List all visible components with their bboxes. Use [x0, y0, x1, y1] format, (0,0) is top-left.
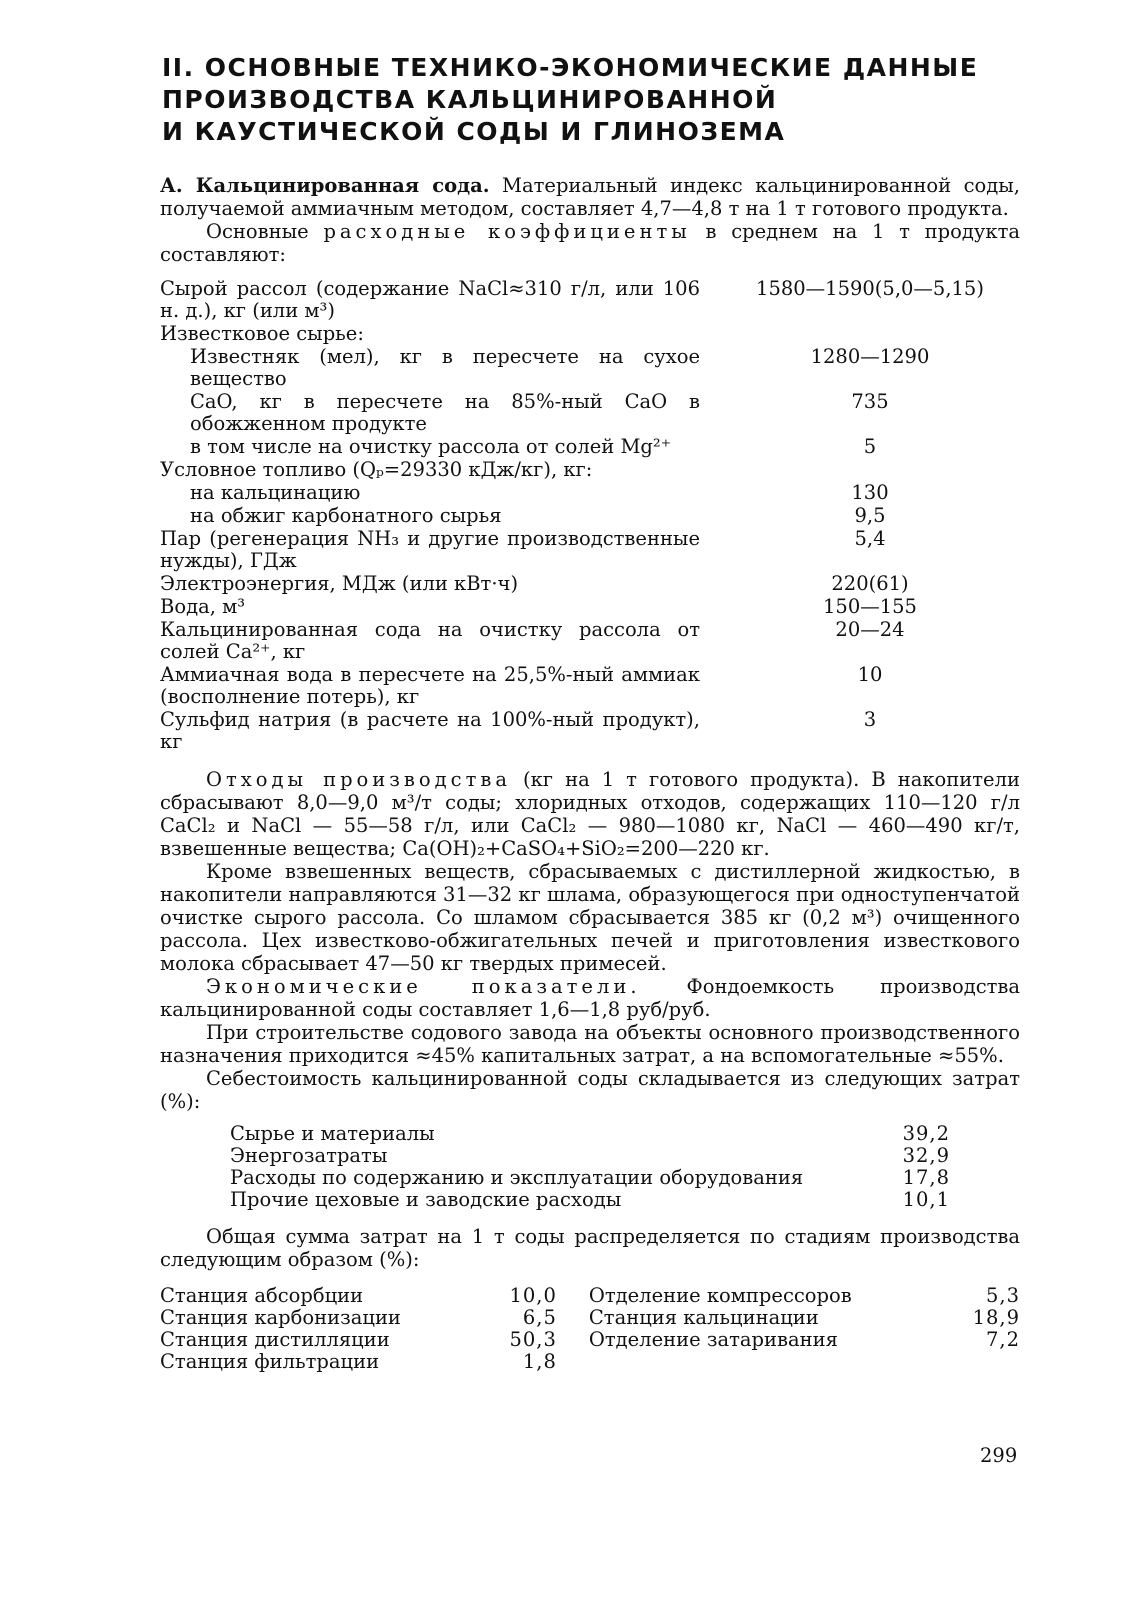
stage-row [160, 1307, 557, 1329]
coef-value: 9,5 [854, 504, 886, 527]
coef-row [160, 346, 1020, 390]
page-number: 299 [980, 1444, 1018, 1467]
coef-label: Электроэнергия, МДж (или кВт·ч) [160, 572, 519, 595]
section-a-paragraph [160, 174, 1020, 220]
coef-value: 1580—1590(5,0—5,15) [756, 277, 984, 300]
coef-row [160, 482, 1020, 504]
stage-intro: Общая сумма затрат на 1 т соды распределяется по стадиям производства следующим образом (%): [160, 1225, 1020, 1271]
cost-row [230, 1189, 950, 1211]
coef-row [160, 664, 1020, 708]
coef-value: 20—24 [835, 618, 905, 641]
coef-label: Условное топливо (Qₚ=29330 кДж/кг), кг: [160, 458, 593, 481]
coefficients-table [160, 278, 1020, 753]
stages-right-column [589, 1285, 1020, 1373]
waste-label: Отходы производства [206, 768, 511, 791]
cost-intro: Себестоимость кальцинированной соды складывается из следующих затрат (%): [160, 1067, 1020, 1113]
coef-label: Известковое сырье: [160, 322, 364, 345]
coef-label: CaO, кг в пересчете на 85%-ный CaO в обожженном продукте [190, 390, 700, 435]
stage-row [160, 1351, 557, 1373]
cost-value: 17,8 [902, 1166, 950, 1189]
coef-value: 150—155 [823, 595, 917, 618]
coef-value: 220(61) [831, 572, 909, 595]
page-content [160, 52, 1020, 1373]
waste-text: (кг на 1 т готового продукта). В накопители сбрасывают 8,0—9,0 м³/т соды; хлоридных отходов, содержащих 110—120 г/л CaCl₂ и NaCl — 55—58 г/л, или CaCl₂ — 980—1080 кг, NaCl — 460—490 кг/т, взвешенные вещества; Ca(OH)₂+CaSO₄+SiO₂=200—220 кг. [160, 768, 1020, 860]
heading-line-3: И КАУСТИЧЕСКОЙ СОДЫ И ГЛИНОЗЕМА [162, 117, 786, 146]
coef-label: на обжиг карбонатного сырья [190, 504, 502, 527]
coef-label: Сульфид натрия (в расчете на 100%-ный продукт), кг [160, 708, 700, 753]
cost-name: Энергозатраты [230, 1144, 388, 1167]
coef-value [700, 459, 1020, 481]
cost-row [230, 1123, 950, 1145]
coef-label: на кальцинацию [190, 481, 361, 504]
coef-label: Сырой рассол (содержание NaCl≈310 г/л, или 106 н. д.), кг (или м³) [160, 277, 700, 322]
coef-row [160, 391, 1020, 435]
cost-structure-list [230, 1123, 950, 1211]
stage-value: 10,0 [509, 1284, 557, 1307]
coef-row [160, 505, 1020, 527]
coef-label: Аммиачная вода в пересчете на 25,5%-ный аммиак (восполнение потерь), кг [160, 663, 700, 708]
waste-paragraph [160, 768, 1020, 860]
coef-value: 735 [851, 390, 889, 413]
coef-intro-post: в среднем на 1 т продукта составляют: [160, 220, 1020, 266]
stage-value: 50,3 [509, 1328, 557, 1351]
coef-value: 3 [863, 708, 877, 731]
coef-label: Пар (регенерация NH₃ и другие производственные нужды), ГДж [160, 527, 700, 572]
coef-value: 130 [851, 481, 889, 504]
coefficients-intro [160, 220, 1020, 266]
capital-paragraph: При строительстве содового завода на объекты основного производственного назначения приходится ≈45% капитальных затрат, а на вспомогательные ≈55%. [160, 1021, 1020, 1067]
stage-name: Отделение компрессоров [588, 1284, 852, 1307]
cost-value: 39,2 [902, 1122, 950, 1145]
stage-row [589, 1329, 1020, 1351]
coef-intro-pre: Основные [206, 220, 309, 243]
coef-row [160, 709, 1020, 753]
economics-paragraph [160, 975, 1020, 1021]
stage-row [160, 1285, 557, 1307]
section-a-label: А. Кальцинированная сода. [160, 174, 490, 197]
stage-distribution [160, 1285, 1020, 1373]
chapter-heading [162, 52, 1020, 148]
coef-value [700, 323, 1020, 345]
coef-row [160, 596, 1020, 618]
stage-name: Станция абсорбции [160, 1284, 364, 1307]
coef-row [160, 278, 1020, 322]
coef-row [160, 323, 1020, 345]
stage-name: Отделение затаривания [588, 1328, 838, 1351]
stage-value: 7,2 [985, 1328, 1020, 1351]
coef-value: 1280—1290 [810, 345, 930, 368]
cost-value: 10,1 [902, 1188, 950, 1211]
stage-row [589, 1307, 1020, 1329]
heading-line-2: ПРОИЗВОДСТВА КАЛЬЦИНИРОВАННОЙ [162, 85, 778, 114]
stage-row [160, 1329, 557, 1351]
coef-value: 5 [863, 435, 877, 458]
stages-left-column [160, 1285, 557, 1373]
stage-name: Станция дистилляции [160, 1328, 390, 1351]
coef-row [160, 459, 1020, 481]
stage-name: Станция фильтрации [160, 1350, 380, 1373]
stage-value: 1,8 [522, 1350, 557, 1373]
coef-label: Известняк (мел), кг в пересчете на сухое вещество [190, 345, 700, 390]
cost-value: 32,9 [902, 1144, 950, 1167]
coef-row [160, 619, 1020, 663]
stage-name: Станция карбонизации [160, 1306, 401, 1329]
cost-name: Расходы по содержанию и эксплуатации оборудования [230, 1166, 804, 1189]
coef-row [160, 436, 1020, 458]
coef-row [160, 528, 1020, 572]
cost-row [230, 1167, 950, 1189]
sludge-paragraph: Кроме взвешенных веществ, сбрасываемых с дистиллерной жидкостью, в накопители направляются 31—32 кг шлама, образующегося при одноступенчатой очистке сырого рассола. Со шламом сбрасывается 385 кг (0,2 м³) очищенного рассола. Цех известково-обжигательных печей и приготовления известкового молока сбрасывает 47—50 кг твердых примесей. [160, 860, 1020, 975]
coef-label: Кальцинированная сода на очистку рассола от солей Ca²⁺, кг [160, 618, 700, 663]
coef-value: 5,4 [854, 527, 886, 550]
economics-label: Экономические показатели. [206, 975, 641, 998]
stage-value: 6,5 [522, 1306, 557, 1329]
stage-value: 5,3 [985, 1284, 1020, 1307]
cost-name: Прочие цеховые и заводские расходы [230, 1188, 622, 1211]
stage-name: Станция кальцинации [588, 1306, 819, 1329]
coef-row [160, 573, 1020, 595]
cost-name: Сырье и материалы [230, 1122, 435, 1145]
coef-label: в том числе на очистку рассола от солей Mg²⁺ [190, 435, 671, 458]
stage-value: 18,9 [972, 1306, 1020, 1329]
section-a-text: Материальный индекс кальцинированной соды, получаемой аммиачным методом, составляет 4,7—4,8 т на 1 т готового продукта. [160, 174, 1020, 220]
coef-value: 10 [857, 663, 883, 686]
coef-label: Вода, м³ [160, 595, 246, 618]
economics-text: Фондоемкость производства кальцинированной соды составляет 1,6—1,8 руб/руб. [160, 975, 1021, 1021]
cost-row [230, 1145, 950, 1167]
stage-row [589, 1285, 1020, 1307]
heading-line-1: II. ОСНОВНЫЕ ТЕХНИКО-ЭКОНОМИЧЕСКИЕ ДАННЫЕ [162, 53, 979, 82]
coef-intro-spaced: расходные коэффициенты [323, 220, 691, 243]
